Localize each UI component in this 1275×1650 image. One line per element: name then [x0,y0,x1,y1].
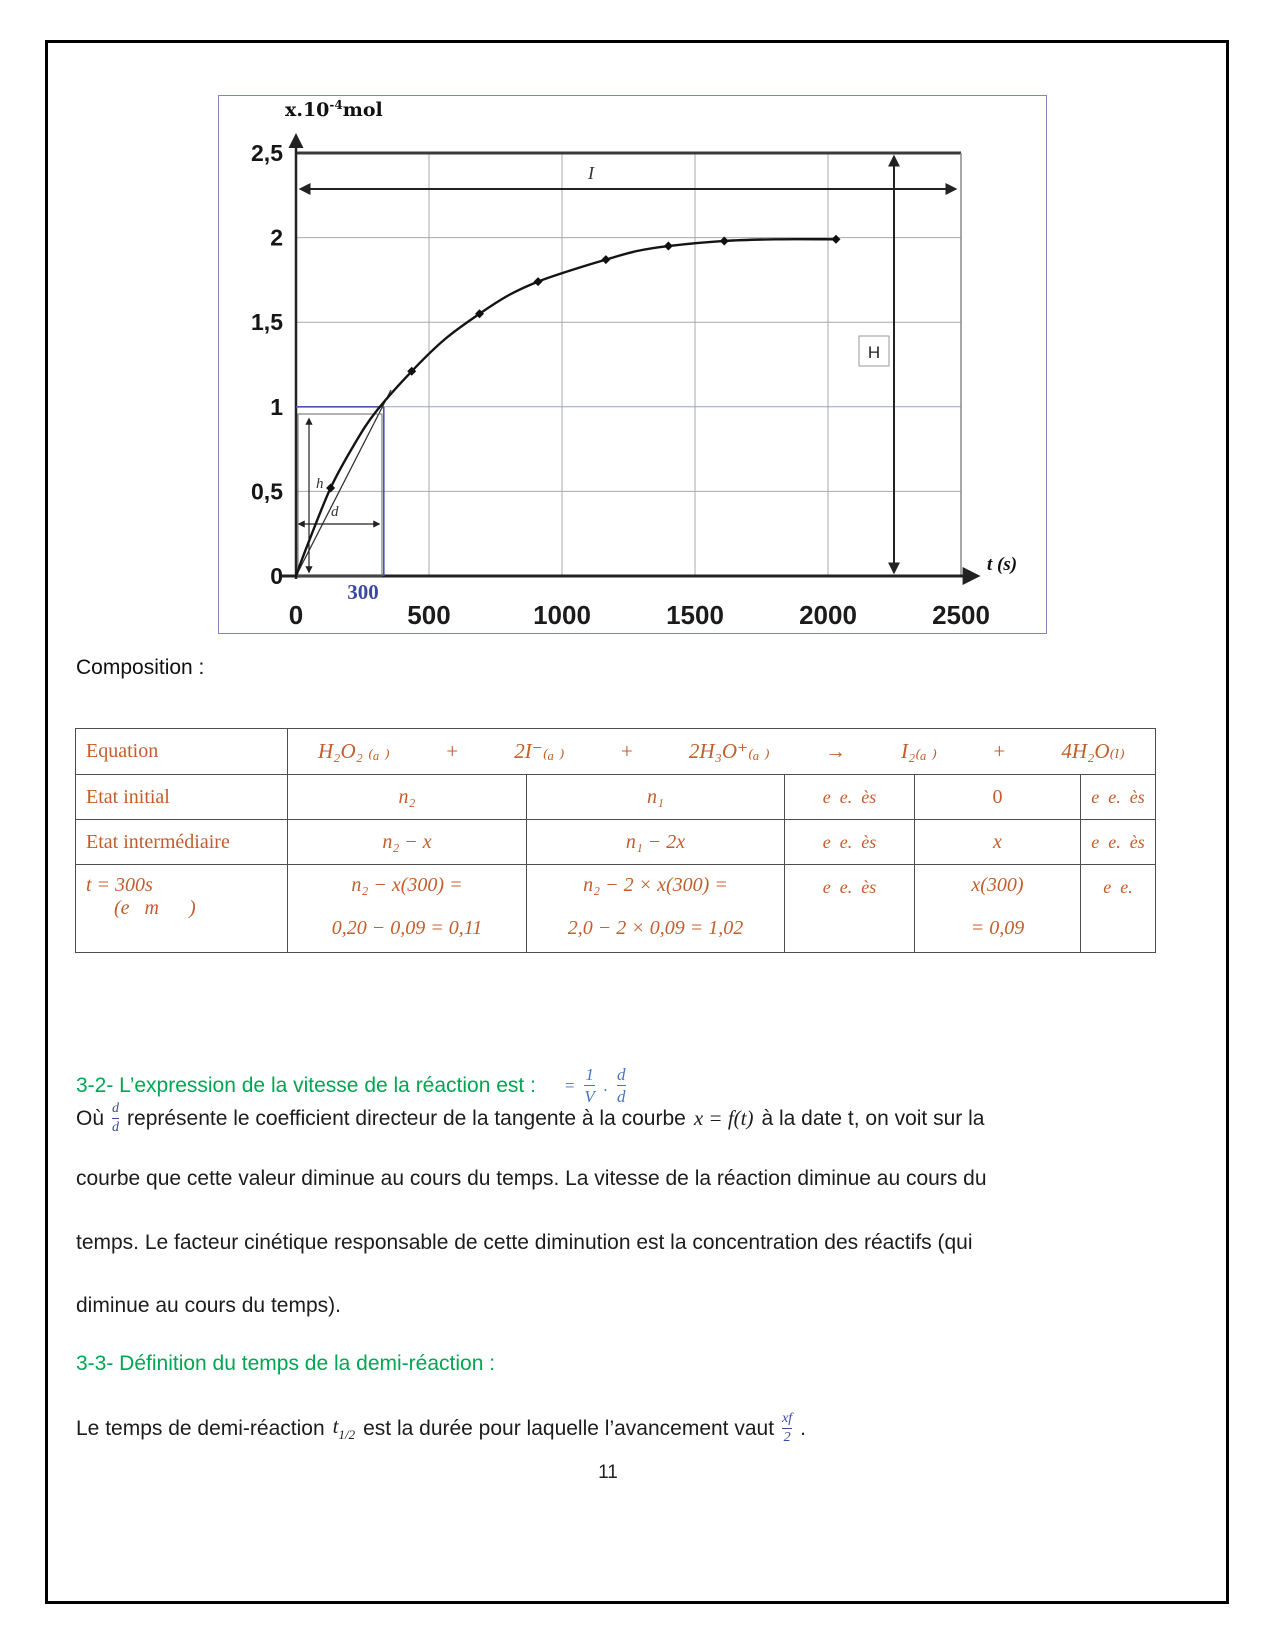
fraction-numerator: d [112,1101,120,1116]
paragraph-line-1 [76,1102,984,1135]
cell-final-iodide [527,865,785,953]
half-reaction-line [76,1412,806,1445]
text-fragment: Le temps de demi-réaction [76,1416,325,1440]
equation-species-iodide: 2I⁻₍ₐ ₎ [514,739,565,763]
text-fragment: Où [76,1106,105,1130]
x-axis-label: t (s) [987,554,1018,575]
data-point-marker [831,235,840,244]
cell-final-excess: e e. [1081,865,1156,953]
cell-intermediate-n12x: n₁ − 2x [527,820,785,865]
y-tick-label: 2,5 [251,140,283,166]
cell-final-x300 [915,865,1081,953]
data-point-marker [601,255,610,264]
cell-final-excess: e e. ès [785,865,915,953]
equation-species-h3o: 2H₃O⁺₍ₐ ₎ [688,739,770,763]
row-intermediate-label: Etat intermédiaire [76,820,288,865]
paragraph-line-4: diminue au cours du temps). [76,1294,341,1317]
cell-initial-excess: e e. ès [1081,775,1156,820]
fraction-bar [584,1085,594,1086]
fraction-numerator: xf [782,1411,793,1426]
equation-species-h2o: 4H₂O₍ₗ₎ [1061,739,1125,763]
text-fragment: . [800,1416,806,1440]
composition-label: Composition : [76,656,205,679]
text-fragment: représente le coefficient directeur de la tangente à la courbe [127,1106,686,1130]
tangent-height-label-h: h [316,476,324,492]
kinetics-chart [219,96,1046,633]
cell-initial-zero: 0 [915,775,1081,820]
y-tick-label: 0,5 [251,478,283,505]
x-tick-label: 2500 [932,600,990,630]
text-fragment: est la durée pour laquelle l’avancement vaut [363,1416,775,1440]
equation-arrow: → [824,739,846,763]
fraction-denominator: V [584,1087,595,1106]
x-tick-label: 1000 [533,600,591,630]
equation-plus: + [992,739,1007,763]
fraction-bar [112,1118,119,1119]
fraction-denominator: d [617,1087,626,1106]
paragraph-line-3: temps. Le facteur cinétique responsable de cette diminution est la concentration des réactifs (qui [76,1231,973,1254]
row-initial-label: Etat initial [76,775,288,820]
y-tick-label: 2 [270,224,283,251]
cell-initial-n1: n₁ [527,775,785,820]
final-iodide-value: 2,0 − 2 × 0,09 = 1,02 [567,917,744,939]
composition-table [75,728,1156,953]
equation-plus: + [444,739,460,763]
fraction-bar [782,1428,792,1429]
final-x300-expr: x(300) [971,874,1024,896]
cell-initial-n2: n₂ [288,775,527,820]
fraction-numerator: d [617,1065,626,1084]
fraction-dx-over-dt [617,1066,626,1105]
fraction-denominator: d [112,1120,120,1135]
cell-final-h2o2 [288,865,527,953]
paragraph-line-2: courbe que cette valeur diminue au cours du temps. La vitesse de la réaction diminue au cours du [76,1167,987,1190]
cell-initial-excess: e e. ès [785,775,915,820]
cell-intermediate-excess: e e. ès [1081,820,1156,865]
fraction-bar [617,1085,626,1086]
equation-plus: + [619,739,634,763]
data-point-marker [664,242,673,251]
table-header-reaction-equation [288,729,1156,775]
x-tick-label: 2000 [799,600,857,630]
equals-sign: = [563,1075,576,1095]
cell-intermediate-x: x [915,820,1081,865]
span-arrow-label-I: I [588,163,594,183]
section-3-2-heading: 3-2- L’expression de la vitesse de la réaction est : [76,1073,536,1097]
fraction-denominator: 2 [783,1430,791,1445]
y-tick-label: 0 [270,563,283,589]
table-header-equation: Equation [76,729,288,775]
text-fragment: à la date t, on voit sur la [761,1106,985,1130]
t-symbol: t [332,1414,339,1438]
final-unit-label: (e m ) [114,897,196,919]
y-tick-label: 1,5 [251,309,283,336]
fraction-1-over-V [584,1066,594,1105]
final-h2o2-expr: n₂ − x(300) = [351,874,463,896]
row-final-label [76,865,288,953]
rate-formula [564,1066,626,1105]
y-axis-unit-label: $x.10^{-4}mol$ [285,98,383,121]
multiplication-dot: . [603,1075,609,1095]
y-tick-label: 1 [270,393,283,420]
math-t-half [333,1414,355,1443]
equation-species-h2o2: H₂O₂ ₍ₐ ₎ [318,739,390,763]
x-tick-label: 1500 [666,600,724,630]
inline-fraction-dx-dt [112,1102,119,1135]
section-3-3-heading: 3-3- Définition du temps de la demi-réaction : [76,1352,496,1375]
cell-intermediate-n2x: n₂ − x [288,820,527,865]
height-arrow-label-H: H [867,343,881,362]
final-time-label: t = 300s [86,874,153,896]
t-mark-300-label: 300 [347,580,379,604]
data-point-marker [534,277,543,286]
equation-species-i2: I₂₍ₐ ₎ [901,739,938,763]
final-h2o2-value: 0,20 − 0,09 = 0,11 [331,917,483,939]
final-x300-value: = 0,09 [970,917,1025,939]
x-tick-label: 500 [407,600,451,630]
tangent-base-label-d: d [331,504,339,520]
x-tick-label: 0 [288,600,304,630]
math-x-equals-ft: x = f(t) [693,1106,754,1130]
page-number: 11 [598,1462,618,1483]
tangent-box [298,414,382,576]
section-3-2-heading-row [76,1066,626,1105]
fraction-numerator: 1 [585,1065,594,1084]
cell-intermediate-excess: e e. ès [785,820,915,865]
tangent-line [296,390,391,576]
t-subscript: 1/2 [338,1427,356,1442]
fraction-xf-over-2 [782,1412,792,1445]
final-iodide-expr: n₂ − 2 × x(300) = [583,874,728,896]
kinetics-chart-figure [218,95,1047,634]
